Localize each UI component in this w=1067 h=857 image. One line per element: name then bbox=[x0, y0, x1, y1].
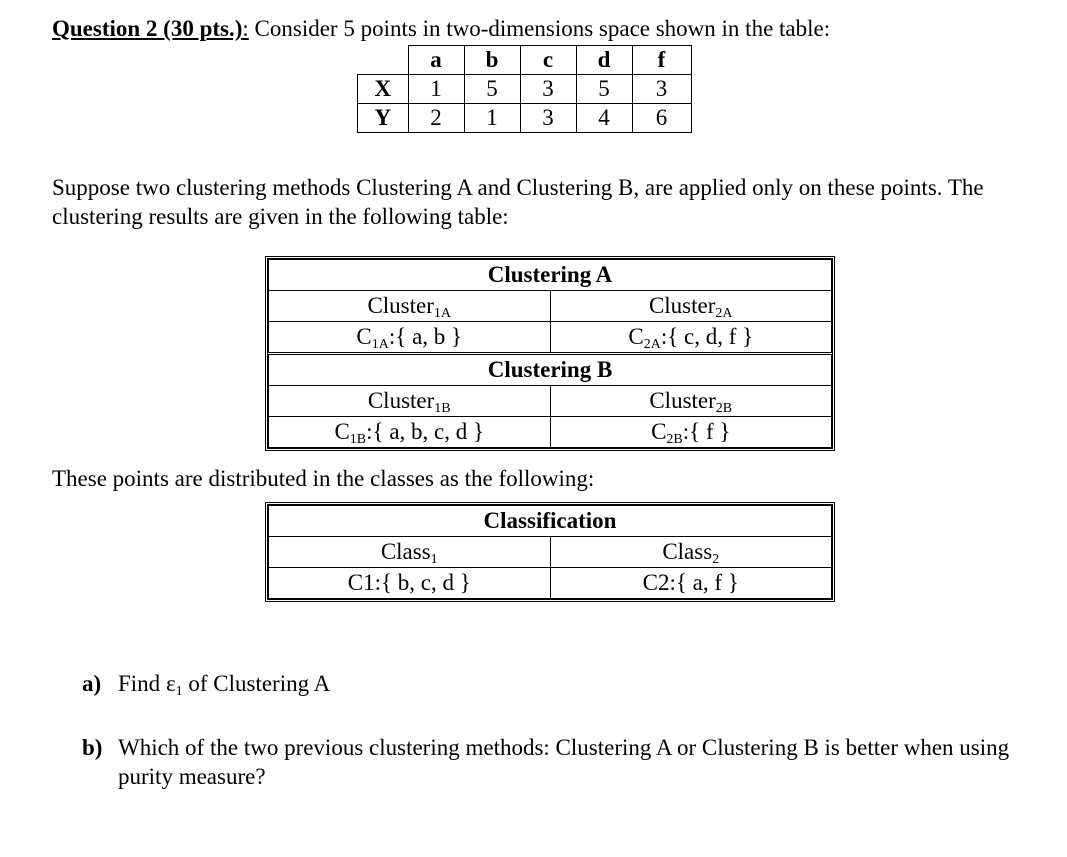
class-1-set: C1:{ b, c, d } bbox=[269, 568, 551, 599]
class-1-name: Class$_1$ bbox=[269, 537, 551, 568]
question-intro: Consider 5 points in two-dimensions space shown in the table: bbox=[248, 16, 831, 41]
row-header: Y bbox=[358, 104, 409, 133]
question-a-label: a) bbox=[82, 671, 102, 696]
cluster-1a-name: Cluster$_{1A}$ bbox=[269, 291, 551, 322]
table-row bbox=[358, 75, 692, 104]
cell: 5 bbox=[576, 75, 632, 104]
question-b bbox=[82, 733, 1032, 793]
cluster-1a-set: $C_{1A}$:{ a, b } bbox=[269, 322, 551, 354]
cluster-2b-set: $C_{2B}$:{ f } bbox=[550, 417, 832, 448]
cell: 3 bbox=[520, 104, 576, 133]
class-2-set: C2:{ a, f } bbox=[550, 568, 832, 599]
clustering-table bbox=[265, 256, 835, 451]
question-a bbox=[82, 669, 1032, 699]
classes-paragraph: These points are distributed in the classes as the following: bbox=[52, 466, 595, 491]
classification-table bbox=[265, 502, 835, 602]
question-label-suffix: : bbox=[242, 16, 249, 41]
class-2-name: Class$_2$ bbox=[550, 537, 832, 568]
question-header bbox=[52, 16, 830, 42]
cell: 4 bbox=[576, 104, 632, 133]
clustering-a-title: Clustering A bbox=[269, 260, 832, 291]
question-label: Question 2 (30 pts.) bbox=[52, 16, 243, 41]
clustering-b-title: Clustering B bbox=[269, 354, 832, 386]
cell: 6 bbox=[632, 104, 691, 133]
points-table bbox=[357, 45, 692, 133]
cell: 1 bbox=[408, 75, 464, 104]
col-header: f bbox=[632, 46, 691, 75]
cell: 3 bbox=[520, 75, 576, 104]
cell: 1 bbox=[464, 104, 520, 133]
classification-title: Classification bbox=[269, 506, 832, 537]
cluster-2a-set: $C_{2A}$:{ c, d, f } bbox=[550, 322, 832, 354]
intro-paragraph: Suppose two clustering methods Clustering A and Clustering B, are applied only on these points. The clustering results are given in the following table: bbox=[52, 175, 984, 229]
epsilon-symbol: ε bbox=[165, 671, 176, 696]
col-header: d bbox=[576, 46, 632, 75]
cluster-1b-name: Cluster$_{1B}$ bbox=[269, 386, 551, 417]
question-b-text: Which of the two previous clustering methods: Clustering A or Clustering B is better when using purity measure? bbox=[118, 735, 1010, 789]
col-header: b bbox=[464, 46, 520, 75]
cluster-2b-name: Cluster$_{2B}$ bbox=[550, 386, 832, 417]
cell: 2 bbox=[408, 104, 464, 133]
cluster-1b-set: $C_{1B}$:{ a, b, c, d } bbox=[269, 417, 551, 448]
cell: 3 bbox=[632, 75, 691, 104]
row-header: X bbox=[358, 75, 409, 104]
cell: 5 bbox=[464, 75, 520, 104]
col-header: c bbox=[520, 46, 576, 75]
table-row bbox=[358, 104, 692, 133]
cluster-2a-name: Cluster$_{2A}$ bbox=[550, 291, 832, 322]
question-b-label: b) bbox=[82, 735, 103, 760]
question-a-text: Find $\varepsilon_1$ of Clustering A bbox=[118, 671, 331, 699]
col-header: a bbox=[408, 46, 464, 75]
